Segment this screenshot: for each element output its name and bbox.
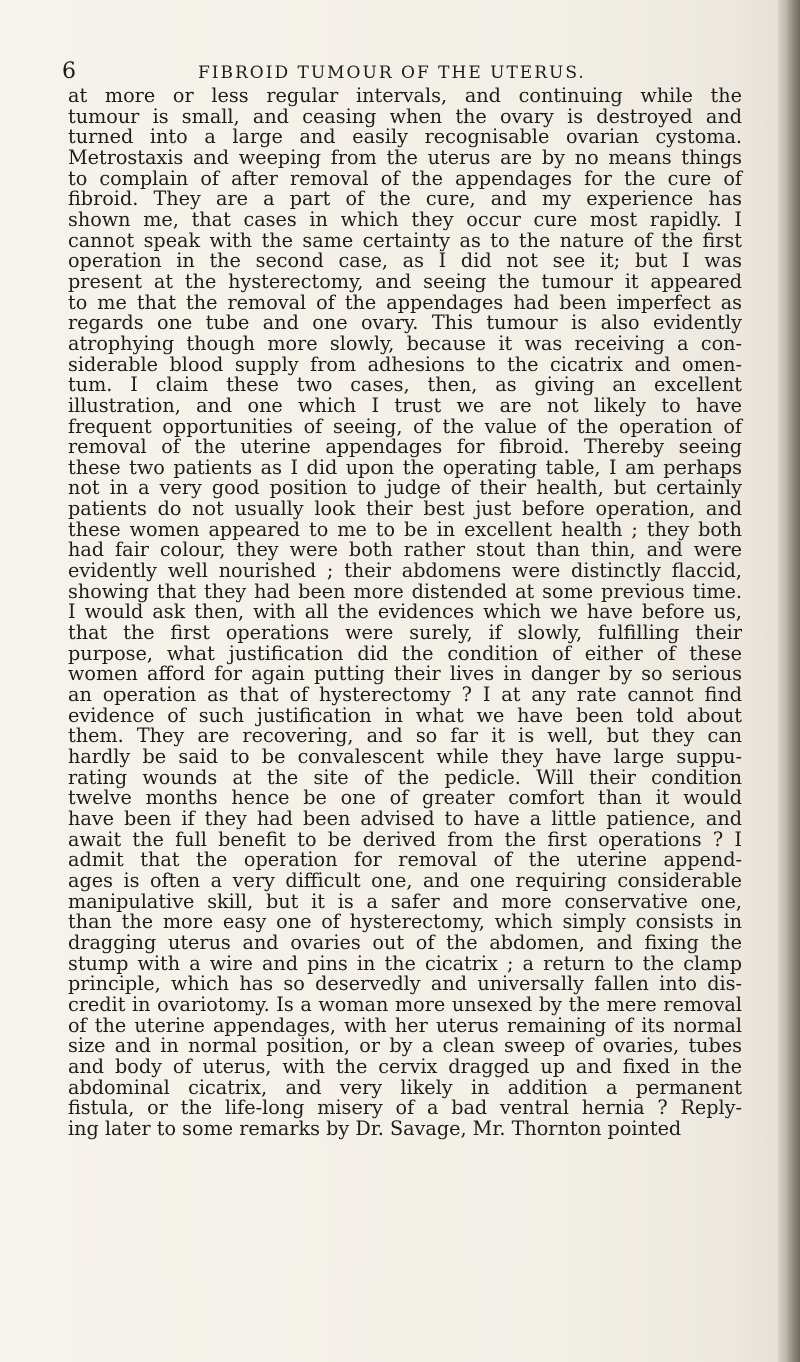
text-line: await the full benefit to be derived from the first operations ? I <box>68 827 742 851</box>
body-text <box>68 86 742 1139</box>
text-line: these two patients as I did upon the operating table, I am perhaps <box>68 455 742 479</box>
text-line: than the more easy one of hysterectomy, which simply consists in <box>68 910 742 934</box>
text-line: have been if they had been advised to have a little patience, and <box>68 806 742 830</box>
text-line: regards one tube and one ovary. This tumour is also evidently <box>68 311 742 335</box>
text-line: patients do not usually look their best just before operation, and <box>68 497 742 521</box>
text-line: turned into a large and easily recognisable ovarian cystoma. <box>68 125 742 149</box>
page-header <box>62 60 752 84</box>
text-line: atrophying though more slowly, because it was receiving a con- <box>68 331 742 355</box>
text-line: tumour is small, and ceasing when the ovary is destroyed and <box>68 104 742 128</box>
text-line: cannot speak with the same certainty as to the nature of the first <box>68 228 742 252</box>
text-line: tum. I claim these two cases, then, as giving an excellent <box>68 373 742 397</box>
text-line: and body of uterus, with the cervix dragged up and fixed in the <box>68 1054 742 1078</box>
text-line: of the uterine appendages, with her uterus remaining of its normal <box>68 1013 742 1037</box>
text-line: had fair colour, they were both rather stout than thin, and were <box>68 538 742 562</box>
text-line: to me that the removal of the appendages had been imperfect as <box>68 290 742 314</box>
text-line: showing that they had been more distended at some previous time. <box>68 579 742 603</box>
page-edge <box>778 0 800 1362</box>
running-title: FIBROID TUMOUR OF THE UTERUS. <box>198 63 586 83</box>
text-line: stump with a wire and pins in the cicatrix ; a return to the clamp <box>68 951 742 975</box>
text-line: at more or less regular intervals, and continuing while the <box>68 84 742 107</box>
text-line: evidently well nourished ; their abdomens were distinctly flaccid, <box>68 559 742 583</box>
text-line: I would ask then, with all the evidences which we have before us, <box>68 600 742 624</box>
text-line: size and in normal position, or by a clean sweep of ovaries, tubes <box>68 1034 742 1058</box>
text-line: siderable blood supply from adhesions to the cicatrix and omen- <box>68 352 742 376</box>
text-line: credit in ovariotomy. Is a woman more unsexed by the mere removal <box>68 992 742 1016</box>
text-line: fistula, or the life-long misery of a bad ventral hernia ? Reply- <box>68 1096 742 1120</box>
text-line: present at the hysterectomy, and seeing the tumour it appeared <box>68 269 742 293</box>
text-line: ing later to some remarks by Dr. Savage, Mr. Thornton pointed <box>68 1116 682 1140</box>
text-line: twelve months hence be one of greater comfort than it would <box>68 786 742 810</box>
text-line: these women appeared to me to be in excellent health ; they both <box>68 517 742 541</box>
text-line: an operation as that of hysterectomy ? I at any rate cannot find <box>68 683 742 707</box>
text-line: fibroid. They are a part of the cure, and my experience has <box>68 187 742 211</box>
text-line: women afford for again putting their lives in danger by so serious <box>68 662 742 686</box>
text-line: illustration, and one which I trust we are not likely to have <box>68 393 742 417</box>
text-line: not in a very good position to judge of their health, but certainly <box>68 476 742 500</box>
text-line: hardly be said to be convalescent while they have large suppu- <box>68 745 742 768</box>
page-number: 6 <box>62 59 76 84</box>
text-line: rating wounds at the site of the pedicle. Will their condition <box>68 765 742 789</box>
text-line: removal of the uterine appendages for fibroid. Thereby seeing <box>68 435 742 459</box>
text-line: that the first operations were surely, if slowly, fulfilling their <box>68 621 742 645</box>
text-line: them. They are recovering, and so far it is well, but they can <box>68 724 742 748</box>
text-line: dragging uterus and ovaries out of the abdomen, and fixing the <box>68 930 742 954</box>
text-line: to complain of after removal of the appendages for the cure of <box>68 166 742 190</box>
text-line: Metrostaxis and weeping from the uterus are by no means things <box>68 145 742 169</box>
text-line: frequent opportunities of seeing, of the value of the operation of <box>68 414 742 438</box>
text-line: operation in the second case, as I did not see it; but I was <box>68 249 742 273</box>
text-line: manipulative skill, but it is a safer and more conservative one, <box>68 889 742 913</box>
text-line: shown me, that cases in which they occur cure most rapidly. I <box>68 207 742 231</box>
text-line: principle, which has so deservedly and universally fallen into dis- <box>68 972 742 996</box>
text-line: ages is often a very difficult one, and one requiring considerable <box>68 868 742 892</box>
text-line: admit that the operation for removal of the uterine append- <box>68 848 742 872</box>
text-line: abdominal cicatrix, and very likely in addition a permanent <box>68 1075 742 1099</box>
text-line: evidence of such justification in what we have been told about <box>68 703 742 727</box>
text-line: purpose, what justification did the condition of either of these <box>68 641 742 665</box>
